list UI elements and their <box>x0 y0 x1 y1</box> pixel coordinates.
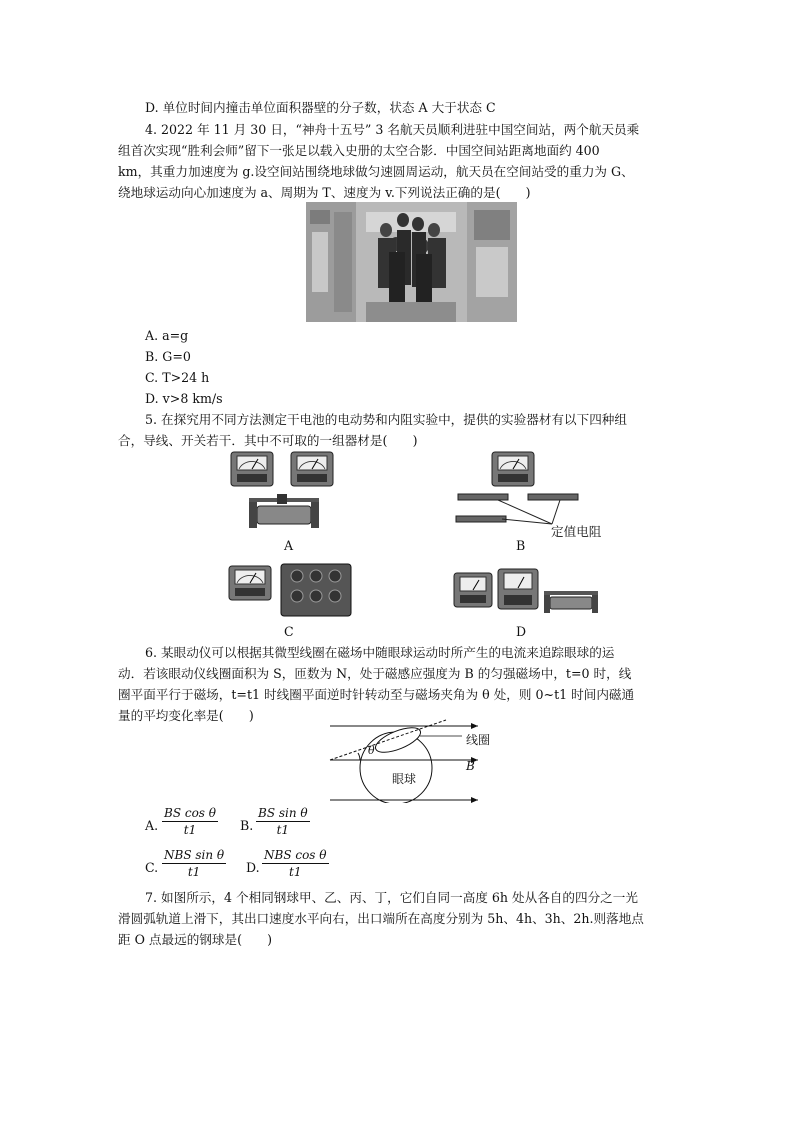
q4-option-d: D. v>8 km/s <box>145 391 223 406</box>
q5-apparatus-c <box>225 560 360 620</box>
q6-option-a-numerator: BS cos θ <box>164 806 216 820</box>
q6-option-d-numerator: NBS cos θ <box>264 848 327 862</box>
q7-text-line3: 距 O 点最远的钢球是( ) <box>118 932 273 947</box>
theta-arc <box>358 753 360 760</box>
q6-option-b-numerator: BS sin θ <box>258 806 308 820</box>
q6-option-d-label: D. <box>246 860 260 875</box>
q4-option-c: C. T>24 h <box>145 370 210 385</box>
q4-option-a: A. a=g <box>145 328 189 343</box>
q6-option-b-label: B. <box>240 818 254 833</box>
q7-text-line2: 滑圆弧轨道上滑下，其出口速度水平向右，出口端所在高度分别为 5h、4h、3h、2h.则落地点 <box>118 911 644 926</box>
rheostat-icon <box>249 494 319 528</box>
q6-option-d-denominator: t1 <box>289 865 302 879</box>
q4-option-b: B. G=0 <box>145 349 191 364</box>
q6-option-b-fraction <box>256 806 310 837</box>
q5-apparatus-d <box>450 565 605 620</box>
q4-text-line1: 4. 2022 年 11 月 30 日，“神舟十五号” 3 名航天员顺利进驻中国空间站，两个航天员乘 <box>145 122 640 137</box>
q6-option-a-label: A. <box>145 818 159 833</box>
q4-text-line4: 绕地球运动向心加速度为 a、周期为 T、速度为 v.下列说法正确的是( ) <box>118 185 531 200</box>
theta-label: θ <box>368 744 375 757</box>
fixed-resistor-icon <box>456 494 578 524</box>
q4-text-line2: 组首次实现“胜利会师”留下一张足以载入史册的太空合影．中国空间站距离地面约 400 <box>118 143 600 158</box>
ammeter-icon <box>229 566 271 600</box>
q6-option-c-fraction <box>162 848 226 879</box>
voltmeter-icon <box>498 569 538 609</box>
ammeter-icon <box>231 452 273 486</box>
q5-text-line2: 合，导线、开关若干．其中不可取的一组器材是( ) <box>118 433 418 448</box>
voltmeter-icon <box>492 452 534 486</box>
q6-text-line1: 6. 某眼动仪可以根据其微型线圈在磁场中随眼球运动时所产生的电流来追踪眼球的运 <box>145 645 615 660</box>
resistance-box-icon <box>281 564 351 616</box>
q6-option-a-fraction <box>162 806 218 837</box>
q6-text-line4: 量的平均变化率是( ) <box>118 708 254 723</box>
eye-coil-diagram <box>328 718 491 803</box>
q5-apparatus-a <box>225 450 345 535</box>
q6-option-b-denominator: t1 <box>276 823 290 837</box>
q5-label-b: B <box>516 538 526 553</box>
q7-text-line1: 7. 如图所示，4 个相同钢球甲、乙、丙、丁，它们自同一高度 6h 处从各自的四分之一光 <box>145 890 638 905</box>
q6-text-line3: 圈平面平行于磁场，t=t1 时线圈平面逆时针转动至与磁场夹角为 θ 处，则 0~t1 时间内磁通 <box>118 687 635 702</box>
q6-option-c-numerator: NBS sin θ <box>164 848 225 862</box>
q5-text-line1: 5. 在探究用不同方法测定干电池的电动势和内阻实验中，提供的实验器材有以下四种组 <box>145 412 627 427</box>
q3-option-d: D. 单位时间内撞击单位面积器壁的分子数，状态 A 大于状态 C <box>145 100 496 115</box>
q6-option-c-denominator: t1 <box>187 865 201 879</box>
coil-ellipse <box>372 723 423 758</box>
q5-label-d: D <box>516 624 527 639</box>
rheostat-icon <box>544 591 598 613</box>
eyeball-label: 眼球 <box>392 772 417 786</box>
q4-text-line3: km，其重力加速度为 g.设空间站围绕地球做匀速圆周运动，航天员在空间站受的重力为 G、 <box>118 164 634 179</box>
voltmeter-icon <box>291 452 333 486</box>
q6-option-c-label: C. <box>145 860 159 875</box>
q6-option-a-denominator: t1 <box>183 823 197 837</box>
q5-label-c: C <box>284 624 294 639</box>
fixed-resistor-label: 定值电阻 <box>551 524 602 539</box>
b-field-label: B <box>466 759 475 773</box>
ammeter-icon <box>454 573 492 607</box>
coil-label: 线圈 <box>466 733 491 747</box>
q6-option-d-fraction <box>262 848 329 879</box>
q6-text-line2: 动．若该眼动仪线圈面积为 S，匝数为 N，处于磁感应强度为 B 的匀强磁场中，t=0 时，线 <box>118 666 632 681</box>
q5-label-a: A <box>284 538 294 553</box>
space-station-photo <box>306 202 517 322</box>
